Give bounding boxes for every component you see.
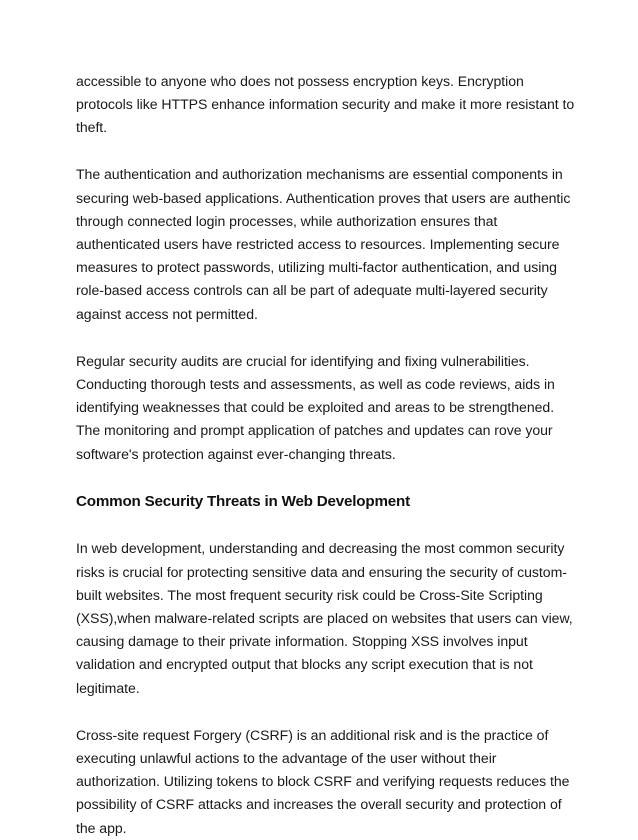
paragraph-encryption: accessible to anyone who does not possess encryption keys. Encryption protocols like HTTPS enhance information security and make it more resistant to theft. — [76, 73, 575, 136]
document-page — [76, 70, 576, 840]
paragraph-security-audits: Regular security audits are crucial for identifying and fixing vulnerabilities. Conducting thorough tests and assessments, as well as code reviews, aids in identifying weaknesses that could be exploited and areas to be strengthened. The monitoring and prompt application of patches and updates can rove your software's protection against ever-changing threats. — [76, 352, 555, 462]
section-heading: Common Security Threats in Web Development — [76, 493, 410, 511]
paragraph-authentication: The authentication and authorization mechanisms are essential components in securing web-based applications. Authentication proves that users are authentic through connected login processes, while authorization ensures that authenticated users have restricted access to resources. Implementing secure measures to protect passwords, utilizing multi-factor authentication, and using role-based access controls can all be part of adequate multi-layered security against access not permitted. — [76, 166, 571, 322]
paragraph-xss: In web development, understanding and decreasing the most common security risks is crucial for protecting sensitive data and ensuring the security of custom-built websites. The most frequent security risk could be Cross-Site Scripting (XSS),when malware-related scripts are placed on websites that users can view, causing damage to their private information. Stopping XSS involves input validation and encrypted output that blocks any script execution that is not legitimate. — [76, 540, 573, 696]
paragraph-csrf: Cross-site request Forgery (CSRF) is an additional risk and is the practice of executing unlawful actions to the advantage of the user without their authorization. Utilizing tokens to block CSRF and verifying requests reduces the possibility of CSRF attacks and increases the overall security and protection of the app. — [76, 726, 570, 836]
